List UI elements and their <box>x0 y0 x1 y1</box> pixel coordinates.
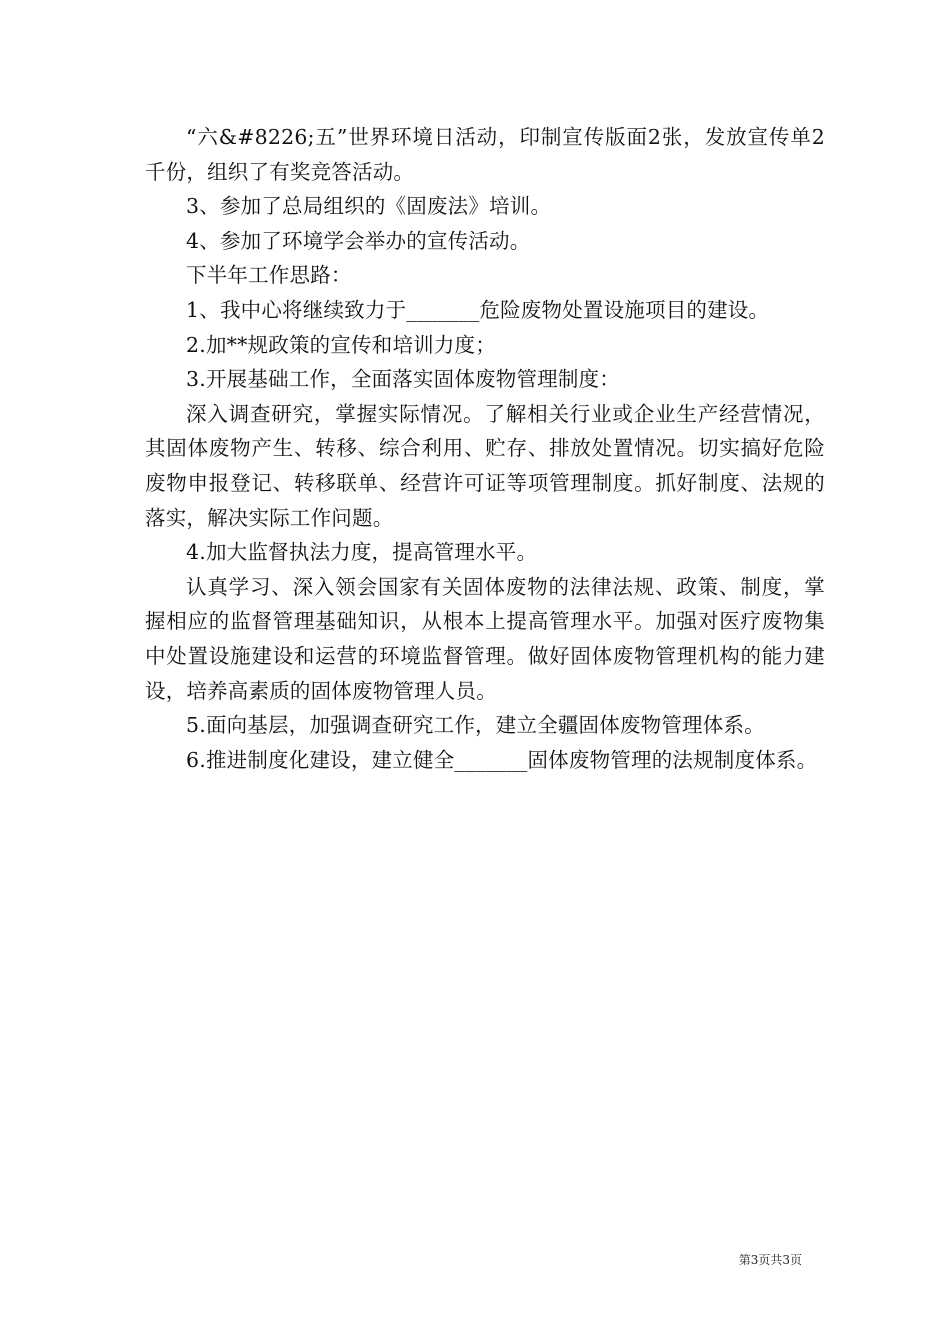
section-heading: 下半年工作思路： <box>186 263 352 288</box>
paragraph-7: 3.开展基础工作，全面落实固体废物管理制度： <box>186 367 620 392</box>
paragraph-10: 认真学习、深入领会国家有关固体废物的法律法规、政策、制度，掌握相应的监督管理基础知识，从根本上提高管理水平。加强对医疗废物集中处置设施建设和运营的环境监督管理。做好固体废物管理机构的能力建设，培养高素质的固体废物管理人员。 <box>145 574 825 703</box>
paragraph-11: 5.面向基层，加强调查研究工作，建立全疆固体废物管理体系。 <box>186 713 765 738</box>
page-number-footer: 第3页共3页 <box>738 1253 802 1267</box>
paragraph-1: “六&#8226;五”世界环境日活动，印制宣传版面2张，发放宣传单2千份，组织了有奖竞答活动。 <box>145 125 825 184</box>
paragraph-2: 3、参加了总局组织的《固废法》培训。 <box>186 194 552 219</box>
paragraph-8: 深入调查研究，掌握实际情况。了解相关行业或企业生产经营情况，其固体废物产生、转移、综合利用、贮存、排放处置情况。切实搞好危险废物申报登记、转移联单、经营许可证等项管理制度。抓好制度、法规的落实，解决实际工作问题。 <box>145 401 825 530</box>
paragraph-9: 4.加大监督执法力度，提高管理水平。 <box>186 540 538 565</box>
document-body <box>145 120 825 777</box>
paragraph-6: 2.加**规政策的宣传和培训力度； <box>186 332 496 357</box>
paragraph-3: 4、参加了环境学会举办的宣传活动。 <box>186 228 531 253</box>
paragraph-5: 1、我中心将继续致力于_______危险废物处置设施项目的建设。 <box>186 297 770 322</box>
paragraph-12: 6.推进制度化建设，建立健全_______固体废物管理的法规制度体系。 <box>186 747 818 772</box>
